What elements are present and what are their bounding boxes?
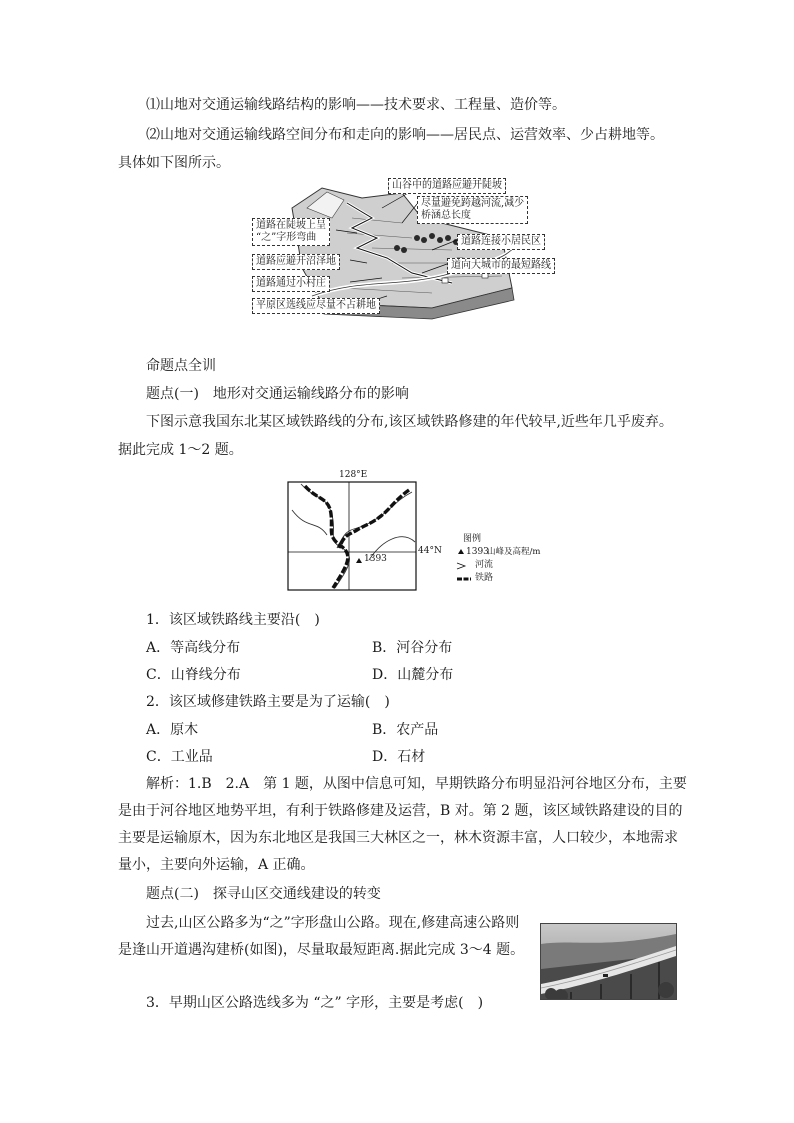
q1-option-b: B．河谷分布: [372, 640, 453, 656]
q1-option-d: D．山麓分布: [372, 667, 454, 683]
map-latitude-label: 44°N: [418, 546, 442, 556]
intro-line-1: ⑴山地对交通运输线路结构的影响——技术要求、工程量、造价等。: [146, 97, 566, 113]
label-zigzag-line2: “之”字形弯曲: [256, 232, 317, 243]
map-longitude-label: 128°E: [339, 470, 368, 480]
topic2-title: 题点(二) 探寻山区交通线建设的转变: [146, 886, 381, 902]
q2-option-d: D．石材: [372, 749, 426, 765]
label-swamp: 道路应避开沼泽地: [252, 254, 340, 270]
q1-option-a: A．等高线分布: [146, 640, 241, 656]
q1-option-c: C．山脊线分布: [146, 667, 241, 683]
label-village: 道路连接小居民区: [457, 234, 545, 250]
topic1-intro-line2: 据此完成 1～2 题。: [118, 442, 243, 458]
label-bridges-line2: 桥涵总长度: [421, 210, 471, 221]
topic1-title: 题点(一) 地形对交通运输线路分布的影响: [146, 386, 409, 402]
label-hamlet: 道路通过小村庄: [252, 276, 330, 292]
label-bridges-line1: 尽量避免跨越河流,减少: [421, 198, 525, 209]
topic2-line-2: 是逢山开道遇沟建桥(如图)，尽量取最短距离.据此完成 3～4 题。: [118, 942, 525, 958]
label-bridges: [417, 196, 528, 224]
map-legend-rail: 铁路: [475, 573, 494, 583]
analysis-line-3: 主要是运输原木，因为东北地区是我国三大林区之一，林木资源丰富，人口较少，本地需求: [118, 830, 678, 846]
map-legend-peak-sample: 1393: [466, 547, 489, 557]
analysis-line-4: 量小，主要向外运输，A 正确。: [118, 857, 315, 873]
question-3: 3．早期山区公路选线多为 “之” 字形，主要是考虑( ): [146, 995, 484, 1011]
highway-photo: [540, 923, 677, 1000]
label-city: 道向大城市的最短路线: [447, 258, 555, 274]
analysis-line-2: 是由于河谷地区地势平坦，有利于铁路修建及运营，B 对。第 2 题，该区域铁路建设的目的: [118, 803, 683, 819]
railway-map: [287, 470, 541, 592]
map-peak-value: 1393: [364, 554, 387, 564]
intro-line-3: 具体如下图所示。: [118, 155, 230, 171]
map-legend-title: 图例: [463, 534, 482, 544]
map-legend-river: 河流: [475, 560, 494, 570]
intro-line-2: ⑵山地对交通运输线路空间分布和走向的影响——居民点、运营效率、少占耕地等。: [146, 127, 664, 143]
analysis-line-1: 解析：1.B 2.A 第 1 题，从图中信息可知，早期铁路分布明显沿河谷地区分布，主要: [146, 776, 687, 792]
label-zigzag-line1: 道路在陡坡上呈: [256, 220, 326, 231]
q2-option-b: B．农产品: [372, 722, 439, 738]
map-legend-peak: 山峰及高程/m: [487, 547, 541, 557]
q2-option-c: C．工业品: [146, 749, 213, 765]
mountain-road-figure: [252, 178, 572, 320]
question-2: 2．该区域修建铁路主要是为了运输( ): [146, 694, 390, 710]
question-1: 1．该区域铁路线主要沿( ): [146, 612, 320, 628]
topic2-line-1: 过去,山区公路多为“之”字形盘山公路。现在,修建高速公路则: [146, 915, 520, 931]
section-title: 命题点全训: [146, 358, 216, 374]
label-plain: 平原区选线应尽量不占耕地: [252, 298, 380, 314]
label-zigzag: [252, 218, 330, 246]
topic1-intro-line1: 下图示意我国东北某区域铁路线的分布,该区域铁路修建的年代较早,近些年几乎废弃。: [146, 414, 673, 430]
highway-photo-svg: [541, 924, 676, 999]
q2-option-a: A．原木: [146, 722, 199, 738]
label-avoid-steep: 山谷中的道路应避开陡坡: [388, 178, 506, 194]
